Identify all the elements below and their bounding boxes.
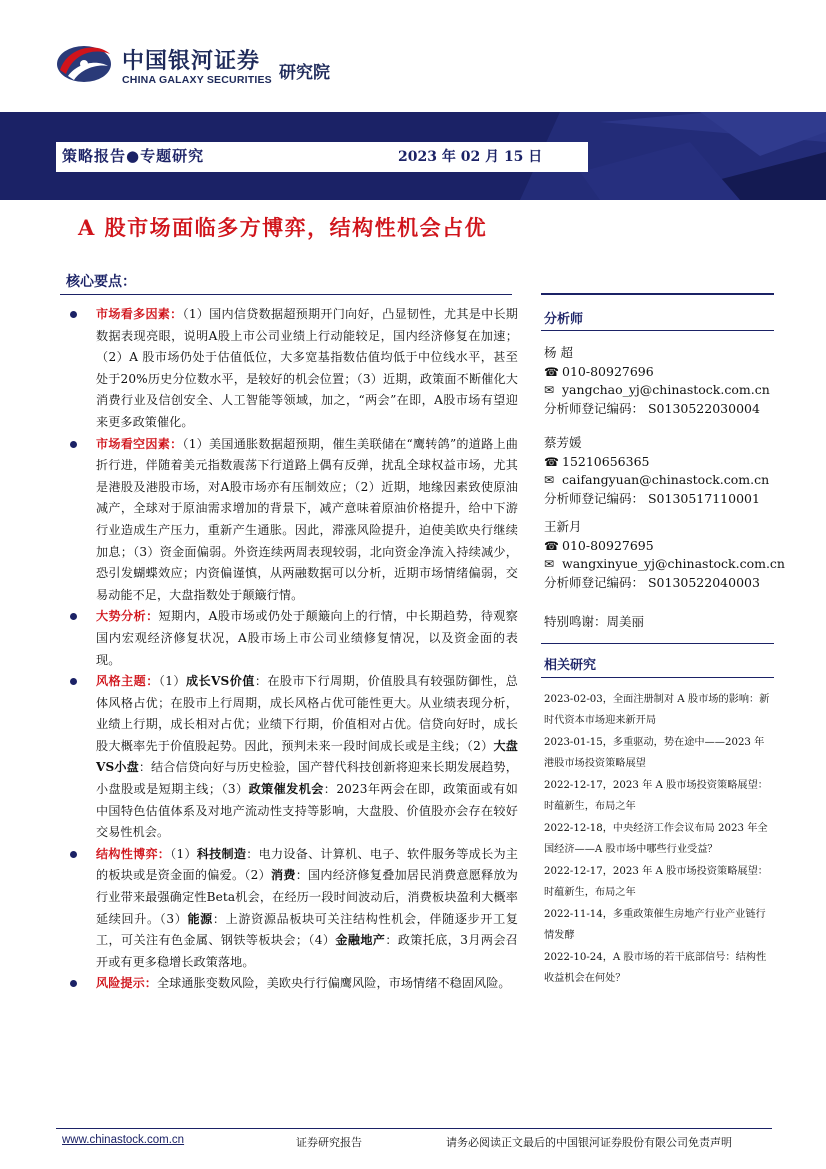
bullet-text: （1）美国通胀数据超预期，催生美联储在“鹰转鸽”的道路上曲折行进，伴随着美元指数震荡下行道路上偶有反弹，扰乱全球权益市场，尤其是港股及港股市场，对A股市场亦有压制效应；（2）近期，地缘因素致使原油减产，全球对于原油需求增加的背景下，减产意味着原油价格提升，给中下游行业造成生产压力，重新产生通胀。因此，滞涨风险提升，迫使美欧央行继续加息；（3）资金面偏弱。外资连续两周表现较弱，北向资金净流入持续减少，恐引发蝴蝶效应；内资偏谨慎，从两融数据可以分析，近期市场情绪偏弱，交易动能不足，大盘指数处于颠簸行情。 xyxy=(96,436,518,602)
bullet-label: 结构性博弈： xyxy=(96,846,171,861)
bullet-dot-icon xyxy=(70,613,77,620)
report-title: A 股市场面临多方博弈，结构性机会占优 xyxy=(78,215,488,240)
divider xyxy=(541,330,774,331)
analyst-phone: 15210656365 xyxy=(562,453,650,469)
email-icon: ✉ xyxy=(544,383,555,398)
analyst-name: 王新月 xyxy=(544,519,582,534)
bullet-text-part: ：结合信贷向好与历史检验，国产替代科技创新将迎来长期发展趋势，小盘股或是短期主线；（3） xyxy=(96,760,518,797)
divider xyxy=(60,294,512,295)
bullet-bullish xyxy=(70,304,518,434)
analyst-phone: 010-80927695 xyxy=(562,537,654,553)
analyst-reg: 分析师登记编码： S0130522040003 xyxy=(544,574,760,590)
report-type: 策略报告●专题研究 xyxy=(62,147,205,165)
bullet-text: 短期内，A股市场或仍处于颠簸向上的行情，中长期趋势，待观察国内宏观经济修复状况，A股市场上市公司业绩修复情况，以及资金面的表现。 xyxy=(96,609,518,667)
related-research-item[interactable]: 2022-12-18，中央经济工作会议布局 2023 年全国经济——A 股市场中哪些行业受益？ xyxy=(544,823,768,855)
divider xyxy=(541,677,774,678)
footer-website-link[interactable]: www.chinastock.com.cn xyxy=(62,1134,185,1146)
divider xyxy=(541,643,774,644)
bullet-text-part: ：政策托底，3月两会召开或有更多稳增长政策落地。 xyxy=(96,933,518,969)
bullet-text: 全球通胀变数风险，美欧央行行偏鹰风险，市场情绪不稳固风险。 xyxy=(156,976,511,991)
bullet-label: 风险提示： xyxy=(96,976,157,991)
brand-name-en: CHINA GALAXY SECURITIES xyxy=(122,74,272,86)
bullet-label: 大势分析： xyxy=(96,609,159,624)
bullet-bearish xyxy=(70,434,518,607)
analyst-name: 杨 超 xyxy=(544,345,573,360)
analyst-reg: 分析师登记编码： S0130522030004 xyxy=(544,400,760,416)
bullet-dot-icon xyxy=(70,678,77,685)
related-research-heading: 相关研究 xyxy=(544,658,597,673)
footer-report-label: 证券研究报告 xyxy=(296,1136,362,1149)
galaxy-logo-icon xyxy=(54,40,114,86)
analyst-reg: 分析师登记编码： S0130517110001 xyxy=(544,490,760,506)
bullet-text-part: ：电力设备、计算机、电子、软件服务等成长为主的板块或是资金面的偏爱。（2） xyxy=(96,846,519,883)
related-research-item[interactable]: 2022-12-17，2023 年 A 股市场投资策略展望：时蕴新生，布局之年 xyxy=(544,780,768,812)
related-research-list xyxy=(544,690,772,991)
report-date: 2023 年 02 月 15 日 xyxy=(398,149,543,165)
related-research-item[interactable]: 2022-10-24，A 股市场的若干底部信号：结构性收益机会在何处？ xyxy=(544,952,767,984)
bullet-label: 市场看空因素： xyxy=(96,436,183,451)
bullet-text-part: （1） xyxy=(158,674,186,689)
analyst-email[interactable]: yangchao_yj@chinastock.com.cn xyxy=(562,382,770,398)
bullet-text-part: （1） xyxy=(170,846,197,861)
related-research-item[interactable]: 2022-11-14，多重政策催生房地产行业产业链行情发酵 xyxy=(544,909,766,941)
phone-icon: ☎ xyxy=(544,538,559,553)
related-research-item[interactable]: 2023-01-15，多重驱动，势在途中——2023 年港股市场投资策略展望 xyxy=(544,737,765,769)
bullet-dot-icon xyxy=(70,311,77,318)
special-thanks: 特别鸣谢：周美丽 xyxy=(544,614,645,629)
analyst-card xyxy=(544,344,770,418)
bullet-text-bold: 消费 xyxy=(270,868,296,883)
footer-divider xyxy=(56,1128,772,1129)
analyst-phone: 010-80927696 xyxy=(562,363,654,379)
key-points-heading: 核心要点： xyxy=(66,274,136,290)
bullet-text-part: ：在股市下行周期，价值股具有较强防御性，总体风格占优；在股市上行周期，成长风格占优可能性更大。从业绩表现分析，业绩上行期，成长相对占优；业绩下行期，价值相对占优。信贷向好时，成长股大概率先于价值股起势。因此，预判未来一段时间成长或是主线；（2） xyxy=(96,674,518,753)
bullet-label: 风格主题： xyxy=(96,674,159,689)
bullet-style xyxy=(70,671,518,844)
bullet-text-bold: 政策催发机会 xyxy=(248,782,324,797)
bullet-text-part: ：2023年两会在即，政策面或有如中国特色估值体系及对地产流动性支持等影响，大盘股、价值股亦会存在较好交易性机会。 xyxy=(96,782,518,840)
bullet-dot-icon xyxy=(70,980,77,987)
bullet-text-part: ：国内经济修复叠加居民消费意愿释放为行业带来最强确定性Beta机会，在经历一段时间波动后，消费板块盈利大概率延续回升。（3） xyxy=(96,868,518,926)
key-points-list xyxy=(70,304,518,995)
divider xyxy=(541,293,774,295)
analyst-name: 蔡芳媛 xyxy=(544,435,582,450)
bullet-dot-icon xyxy=(70,441,77,448)
analyst-email[interactable]: wangxinyue_yj@chinastock.com.cn xyxy=(562,556,785,572)
related-research-item[interactable]: 2023-02-03，全面注册制对 A 股市场的影响：新时代资本市场迎来新开局 xyxy=(544,694,770,726)
bullet-dot-icon xyxy=(70,851,77,858)
analysts-heading: 分析师 xyxy=(544,312,584,327)
bullet-label: 市场看多因素： xyxy=(96,307,183,321)
institute-label: 研究院 xyxy=(279,63,330,83)
footer-disclaimer: 请务必阅读正文最后的中国银河证券股份有限公司免责声明 xyxy=(446,1136,732,1149)
related-research-item[interactable]: 2022-12-17，2023 年 A 股市场投资策略展望：时蕴新生，布局之年 xyxy=(544,866,768,898)
bullet-text-bold: 成长VS价值 xyxy=(185,674,255,689)
bullet-text: （1）国内信贷数据超预期开门向好，凸显韧性，尤其是中长期数据表现亮眼，说明A股上市公司业绩上行动能较足，国内经济修复在加速；（2）A 股市场仍处于估值低位，大多宽基指数估值均低于中位线水平，甚至处于20%历史分位数水平，是较好的机会位置；（3）近期，政策面不断催化大消费行业及信创安全、人工智能等领域，加之，“两会”在即，A股市场有望迎来更多政策催化。 xyxy=(96,307,518,429)
bullet-text-bold: 能源 xyxy=(187,911,213,926)
email-icon: ✉ xyxy=(544,473,555,488)
brand-name-cn: 中国银河证券 xyxy=(122,49,261,74)
bullet-risk xyxy=(70,973,518,995)
bullet-trend xyxy=(70,606,518,671)
bullet-structure xyxy=(70,844,518,974)
bullet-text-bold: 科技制造 xyxy=(196,846,247,861)
email-icon: ✉ xyxy=(544,557,555,572)
bullet-text-bold: 金融地产 xyxy=(335,933,386,948)
analyst-card xyxy=(544,518,785,592)
bullet-text-part: ：上游资源品板块可关注结构性机会，伴随逐步开工复工，可关注有色金属、钢铁等板块会；（4） xyxy=(96,911,519,948)
analyst-card xyxy=(544,434,769,508)
phone-icon: ☎ xyxy=(544,364,559,379)
bullet-text-bold: 大盘VS小盘 xyxy=(96,738,518,775)
phone-icon: ☎ xyxy=(544,454,559,469)
analyst-email[interactable]: caifangyuan@chinastock.com.cn xyxy=(562,472,770,488)
